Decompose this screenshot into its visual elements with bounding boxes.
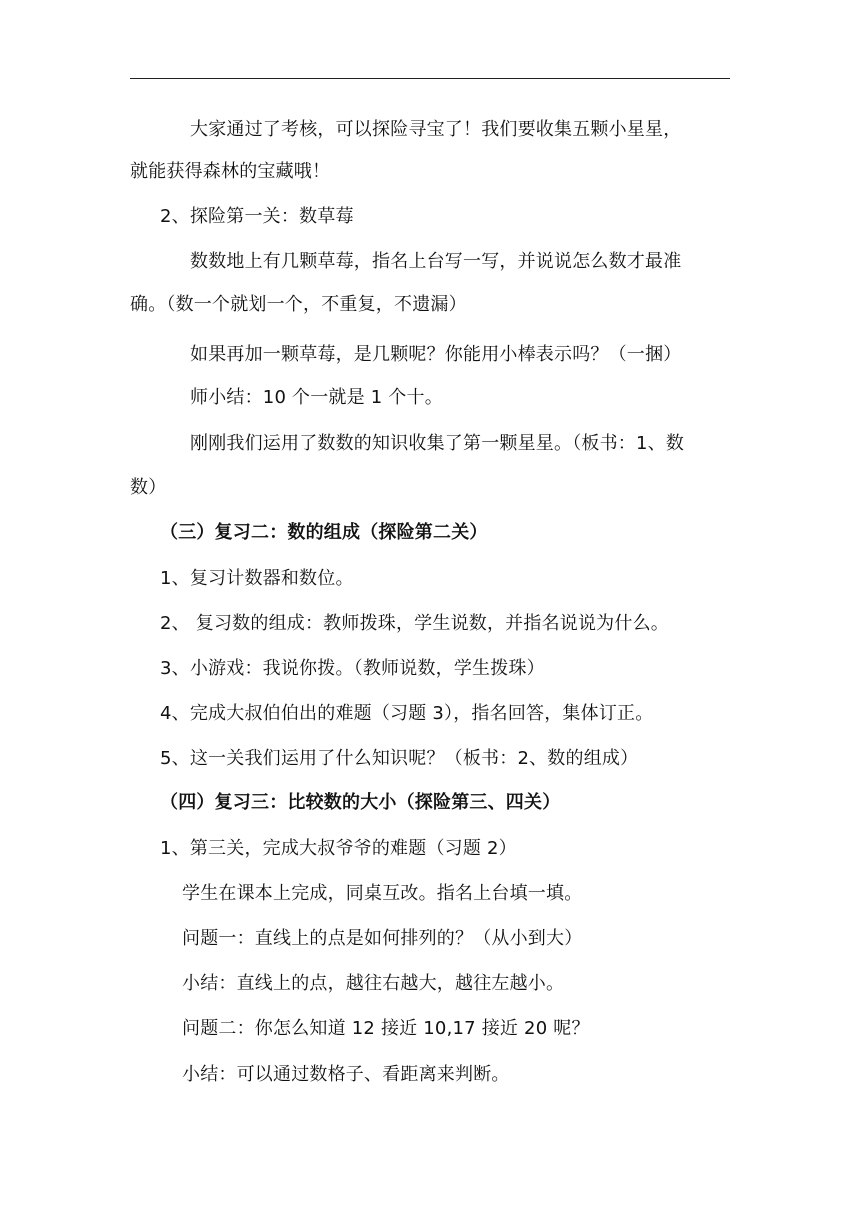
list-item: 2、探险第一关：数草莓 xyxy=(160,206,354,227)
paragraph-line: 数数地上有几颗草莓，指名上台写一写，并说说怎么数才最准 xyxy=(190,251,682,272)
paragraph-line: 师小结：10 个一就是 1 个十。 xyxy=(190,387,443,408)
paragraph-line: 大家通过了考核，可以探险寻宝了！我们要收集五颗小星星， xyxy=(190,119,682,140)
list-item: 2、 复习数的组成：教师拨珠，学生说数，并指名说说为什么。 xyxy=(160,613,669,634)
paragraph-line: 数） xyxy=(130,477,167,498)
paragraph-line: 如果再加一颗草莓，是几颗呢？你能用小棒表示吗？（一捆） xyxy=(190,344,682,365)
paragraph-line: 学生在课本上完成，同桌互改。指名上台填一填。 xyxy=(182,883,583,904)
section-heading: （四）复习三：比较数的大小（探险第三、四关） xyxy=(160,792,561,813)
paragraph-line: 刚刚我们运用了数数的知识收集了第一颗星星。（板书：1、数 xyxy=(190,433,685,454)
paragraph-line: 小结：直线上的点，越往右越大，越往左越小。 xyxy=(182,973,565,994)
list-item: 5、这一关我们运用了什么知识呢？（板书：2、数的组成） xyxy=(160,748,639,769)
header-rule xyxy=(130,78,730,79)
section-heading: （三）复习二：数的组成（探险第二关） xyxy=(160,522,488,543)
list-item: 1、第三关，完成大叔爷爷的难题（习题 2） xyxy=(160,838,517,859)
paragraph-line: 确。（数一个就划一个，不重复，不遗漏） xyxy=(130,294,467,315)
list-item: 4、完成大叔伯伯出的难题（习题 3），指名回答，集体订正。 xyxy=(160,703,654,724)
list-item: 3、小游戏：我说你拨。（教师说数，学生拨珠） xyxy=(160,658,545,679)
list-item: 1、复习计数器和数位。 xyxy=(160,568,354,589)
paragraph-line: 问题二：你怎么知道 12 接近 10,17 接近 20 呢？ xyxy=(182,1018,590,1039)
paragraph-line: 问题一：直线上的点是如何排列的？（从小到大） xyxy=(182,928,583,949)
paragraph-line: 小结：可以通过数格子、看距离来判断。 xyxy=(182,1064,510,1085)
paragraph-line: 就能获得森林的宝藏哦！ xyxy=(130,161,331,182)
